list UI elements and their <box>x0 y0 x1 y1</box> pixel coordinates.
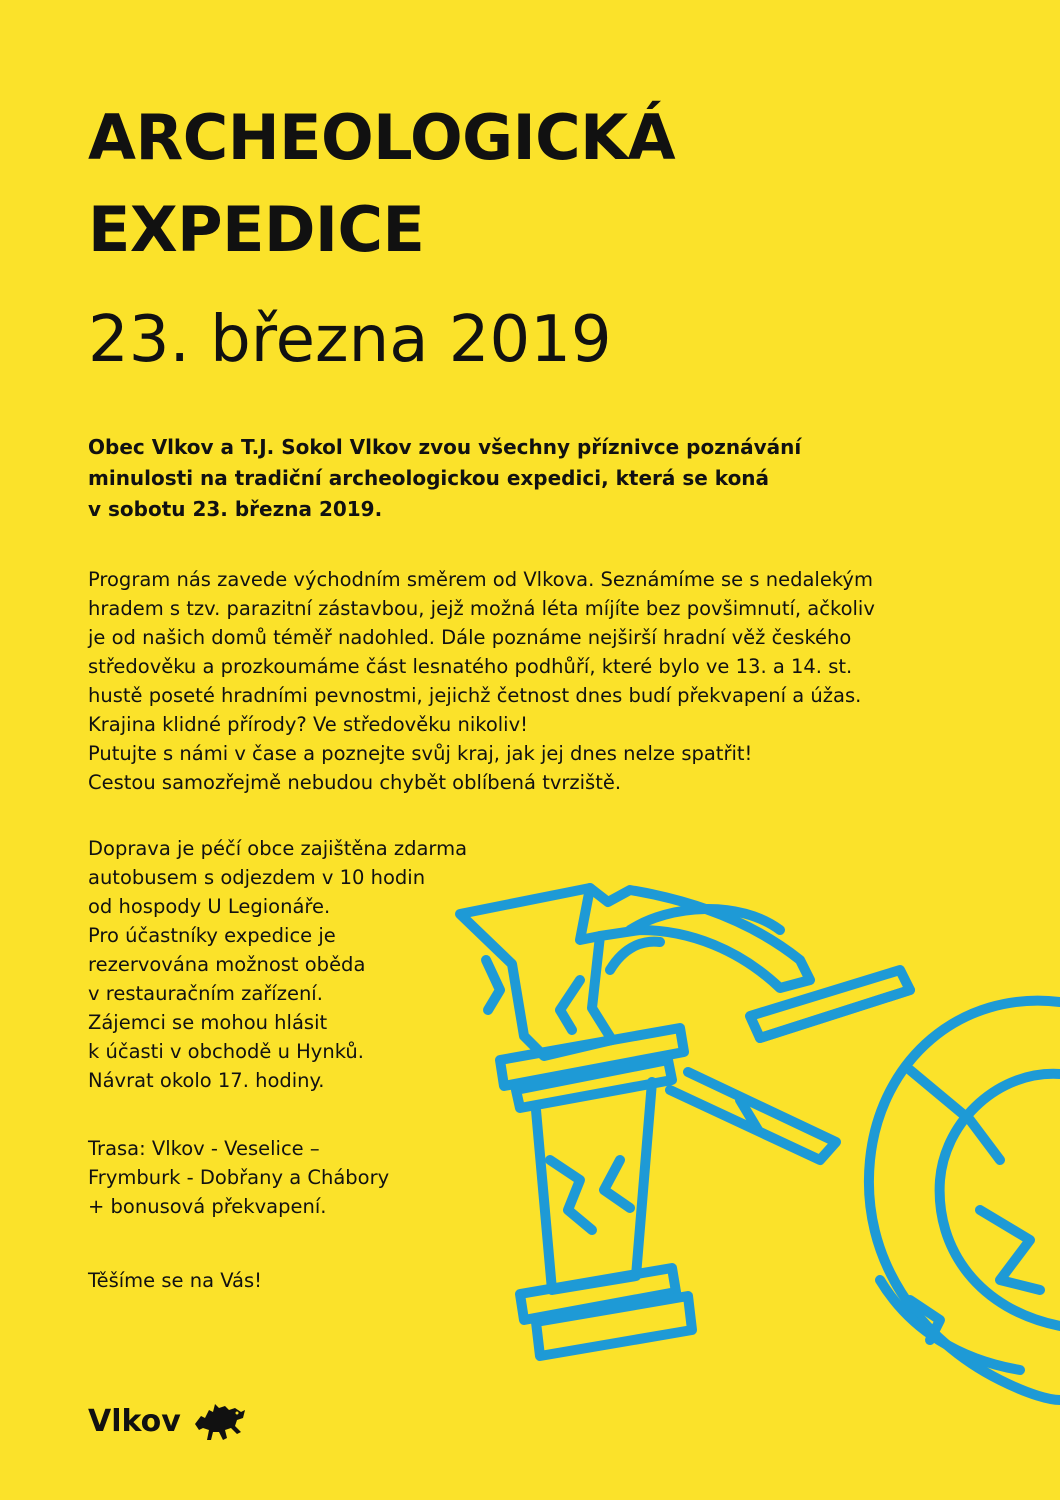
program-line: středověku a prozkoumáme část lesnatého podhůří, které bylo ve 13. a 14. st. <box>88 655 853 678</box>
transport-line: v restauračním zařízení. <box>88 982 323 1005</box>
poster-title <box>88 92 675 276</box>
transport-line: Doprava je péčí obce zajištěna zdarma <box>88 837 468 860</box>
program-line: Krajina klidné přírody? Ve středověku nikoliv! <box>88 713 528 736</box>
program-line: je od našich domů téměř nadohled. Dále poznáme nejširší hradní věž českého <box>88 626 852 649</box>
transport-line: autobusem s odjezdem v 10 hodin <box>88 866 426 889</box>
transport-line: Pro účastníky expedice je <box>88 924 336 947</box>
event-date: 23. března 2019 <box>88 303 612 377</box>
intro-line: minulosti na tradiční archeologickou expedici, která se koná <box>88 466 770 490</box>
wolf-icon <box>191 1394 249 1450</box>
transport-line: rezervována možnost oběda <box>88 953 366 976</box>
program-line: Cestou samozřejmě nebudou chybět oblíbená tvrziště. <box>88 771 622 794</box>
transport-line: od hospody U Legionáře. <box>88 895 331 918</box>
program-line: hradem s tzv. parazitní zástavbou, jejž možná léta míjíte bez povšimnutí, ačkoliv <box>88 597 875 620</box>
intro-paragraph <box>88 432 801 525</box>
transport-line: k účasti v obchodě u Hynků. <box>88 1040 364 1063</box>
program-paragraph <box>88 565 875 797</box>
closing-text: Těšíme se na Vás! <box>88 1269 262 1292</box>
intro-line: v sobotu 23. března 2019. <box>88 497 383 521</box>
route-line: + bonusová překvapení. <box>88 1195 327 1218</box>
title-line-1: ARCHEOLOGICKÁ <box>88 101 676 174</box>
program-line: hustě poseté hradními pevnostmi, jejichž četnost dnes budí překvapení a úžas. <box>88 684 862 707</box>
vlkov-logo <box>88 1394 249 1450</box>
program-line: Program nás zavede východním směrem od Vlkova. Seznámíme se s nedalekým <box>88 568 873 591</box>
route-line: Frymburk - Dobřany a Chábory <box>88 1166 390 1189</box>
logo-text: Vlkov <box>88 1404 181 1439</box>
route-paragraph <box>88 1134 389 1221</box>
program-line: Putujte s námi v čase a poznejte svůj kraj, jak jej dnes nelze spatřit! <box>88 742 753 765</box>
transport-line: Návrat okolo 17. hodiny. <box>88 1069 325 1092</box>
title-line-2: EXPEDICE <box>88 193 425 266</box>
intro-line: Obec Vlkov a T.J. Sokol Vlkov zvou všechny příznivce poznávání <box>88 435 802 459</box>
ruined-column-arch-icon <box>440 860 1060 1500</box>
transport-line: Zájemci se mohou hlásit <box>88 1011 328 1034</box>
transport-paragraph <box>88 834 467 1095</box>
route-line: Trasa: Vlkov - Veselice – <box>88 1137 320 1160</box>
